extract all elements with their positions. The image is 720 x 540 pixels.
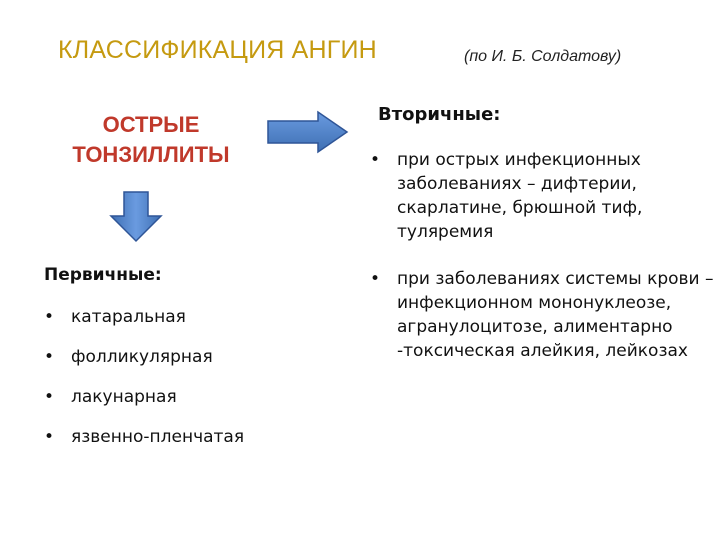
- page-title: КЛАССИФИКАЦИЯ АНГИН: [58, 36, 377, 64]
- acute-label-line2: ТОНЗИЛЛИТЫ: [72, 142, 230, 167]
- bullet-icon: •: [44, 307, 55, 327]
- primary-item-text: язвенно-пленчатая: [71, 427, 245, 447]
- primary-item-text: катаральная: [71, 307, 186, 327]
- primary-item-text: лакунарная: [71, 387, 177, 407]
- secondary-heading: Вторичные:: [378, 104, 501, 125]
- secondary-item-text: при заболеваниях системы крови – инфекционном мононуклеозе, агранулоцитозе, алиментарно -токсическая алейкия, лейкозах: [397, 269, 714, 361]
- bullet-icon: •: [44, 427, 55, 447]
- bullet-icon: •: [370, 269, 381, 289]
- page-subtitle: (по И. Б. Солдатову): [464, 48, 622, 65]
- primary-item-text: фолликулярная: [71, 347, 213, 367]
- primary-item: [44, 305, 344, 345]
- acute-label-line1: ОСТРЫЕ: [102, 112, 200, 137]
- secondary-list: [370, 148, 715, 363]
- secondary-item: [370, 148, 715, 244]
- bullet-icon: •: [44, 387, 55, 407]
- secondary-item: [370, 267, 715, 363]
- bullet-icon: •: [370, 150, 381, 170]
- primary-item: [44, 345, 344, 385]
- primary-heading: Первичные:: [44, 265, 162, 285]
- arrow-down-icon: [108, 190, 164, 244]
- primary-item: [44, 425, 344, 465]
- arrow-right-icon: [266, 110, 350, 154]
- acute-tonsillitis-label: [40, 110, 262, 170]
- secondary-item-text: при острых инфекционных заболеваниях – дифтерии, скарлатине, брюшной тиф, туляремия: [397, 150, 643, 242]
- primary-list: [44, 305, 344, 465]
- bullet-icon: •: [44, 347, 55, 367]
- primary-item: [44, 385, 344, 425]
